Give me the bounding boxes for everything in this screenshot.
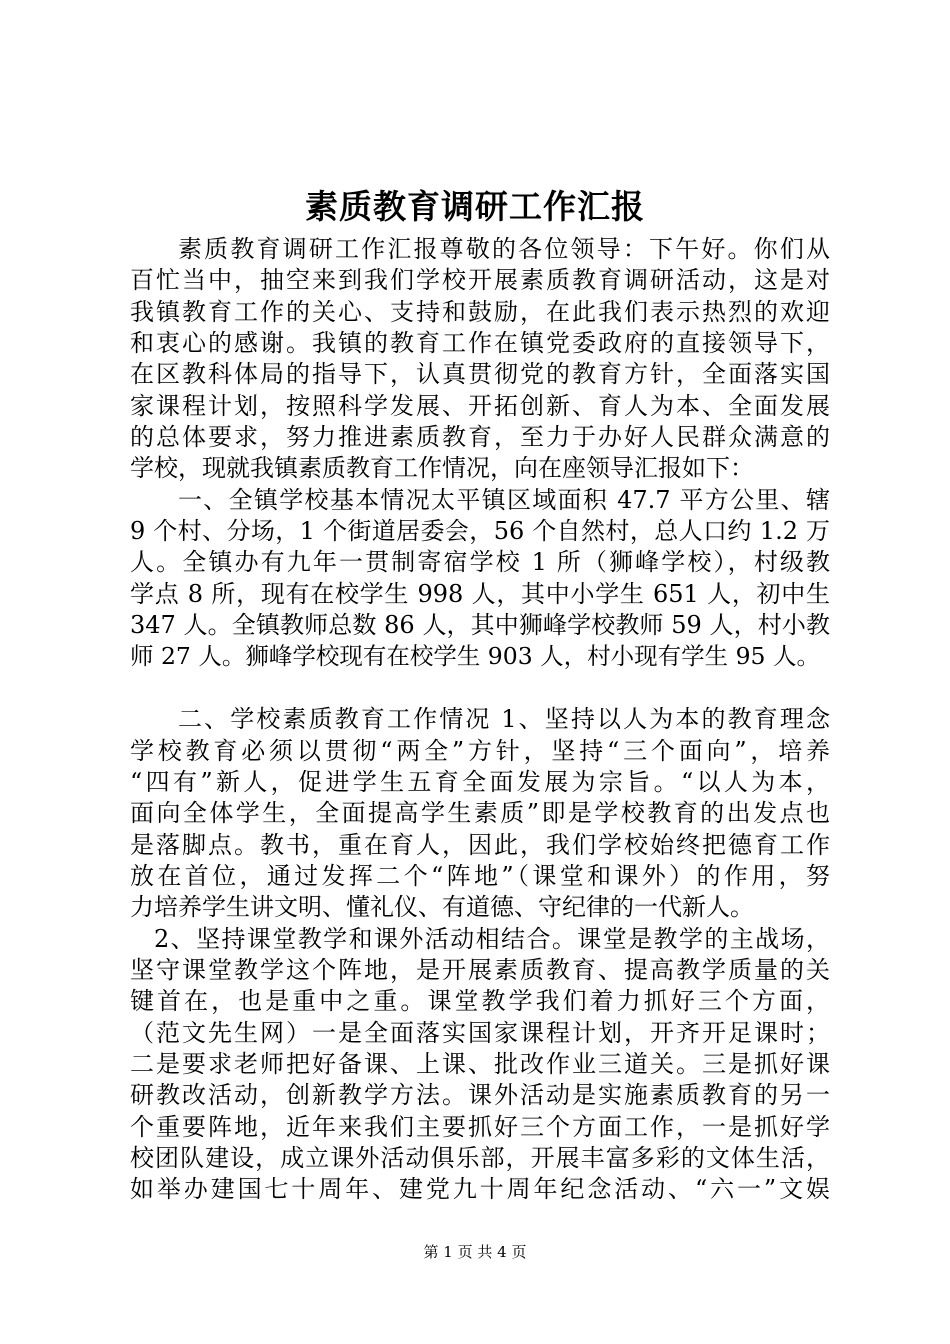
text-line: 键首在，也是重中之重。课堂教学我们着力抓好三个方面，	[130, 987, 830, 1016]
text-line: 人。全镇办有九年一贯制寄宿学校 1 所（狮峰学校），村级教	[130, 548, 830, 577]
text-line: （范文先生网）一是全面落实国家课程计划，开齐开足课时；	[130, 1018, 830, 1047]
text-line: 放在首位，通过发挥二个“阵地”（课堂和课外）的作用，努	[130, 861, 830, 890]
text-line: 347 人。全镇教师总数 86 人，其中狮峰学校教师 59 人，村小教	[130, 611, 830, 640]
text-line: 个重要阵地，近年来我们主要抓好三个方面工作，一是抓好学	[130, 1112, 830, 1141]
text-line: 一、全镇学校基本情况太平镇区域面积 47.7 平方公里、辖	[178, 485, 830, 514]
text-line: 学校，现就我镇素质教育工作情况，向在座领导汇报如下：	[130, 454, 754, 483]
text-line: 面向全体学生，全面提高学生素质”即是学校教育的出发点也	[130, 799, 830, 828]
text-line: 百忙当中，抽空来到我们学校开展素质教育调研活动，这是对	[130, 266, 830, 295]
paragraph-gap	[130, 673, 830, 704]
text-line: 在区教科体局的指导下，认真贯彻党的教育方针，全面落实国	[130, 360, 830, 389]
text-line: 家课程计划，按照科学发展、开拓创新、育人为本、全面发展	[130, 391, 830, 420]
text-line: 素质教育调研工作汇报尊敬的各位领导：下午好。你们从	[178, 235, 830, 263]
text-line: 二、学校素质教育工作情况 1、坚持以人为本的教育理念	[178, 705, 830, 734]
text-line: 9 个村、分场，1 个街道居委会，56 个自然村，总人口约 1.2 万	[130, 517, 830, 546]
text-line: 坚守课堂教学这个阵地，是开展素质教育、提高教学质量的关	[130, 955, 830, 984]
text-line: 的总体要求，努力推进素质教育，至力于办好人民群众满意的	[130, 423, 830, 452]
text-line: 是落脚点。教书，重在育人，因此，我们学校始终把德育工作	[130, 830, 830, 859]
text-line: 师 27 人。狮峰学校现有在校学生 903 人，村小现有学生 95 人。	[130, 642, 820, 671]
document-body	[130, 234, 830, 1206]
text-line: 校团队建设，成立课外活动俱乐部，开展丰富多彩的文体生活，	[130, 1143, 830, 1172]
document-title: 素质教育调研工作汇报	[305, 187, 645, 226]
text-line: 研教改活动，创新教学方法。课外活动是实施素质教育的另一	[130, 1081, 830, 1110]
text-line: 学点 8 所，现有在校学生 998 人，其中小学生 651 人，初中生	[130, 579, 830, 608]
text-line: 和衷心的感谢。我镇的教育工作在镇党委政府的直接领导下，	[130, 329, 830, 358]
page-number-footer: 第 1 页 共 4 页	[423, 1243, 527, 1261]
text-line: “四有”新人，促进学生五育全面发展为宗旨。“以人为本，	[130, 767, 830, 796]
text-line: 如举办建国七十周年、建党九十周年纪念活动、“六一”文娱	[130, 1175, 830, 1204]
text-line: 2、坚持课堂教学和课外活动相结合。课堂是教学的主战场，	[154, 924, 830, 953]
text-line: 二是要求老师把好备课、上课、批改作业三道关。三是抓好课	[130, 1049, 830, 1078]
text-line: 学校教育必须以贯彻“两全”方针，坚持“三个面向”，培养	[130, 736, 830, 765]
text-line: 力培养学生讲文明、懂礼仪、有道德、守纪律的一代新人。	[130, 893, 754, 922]
text-line: 我镇教育工作的关心、支持和鼓励，在此我们表示热烈的欢迎	[130, 297, 830, 326]
